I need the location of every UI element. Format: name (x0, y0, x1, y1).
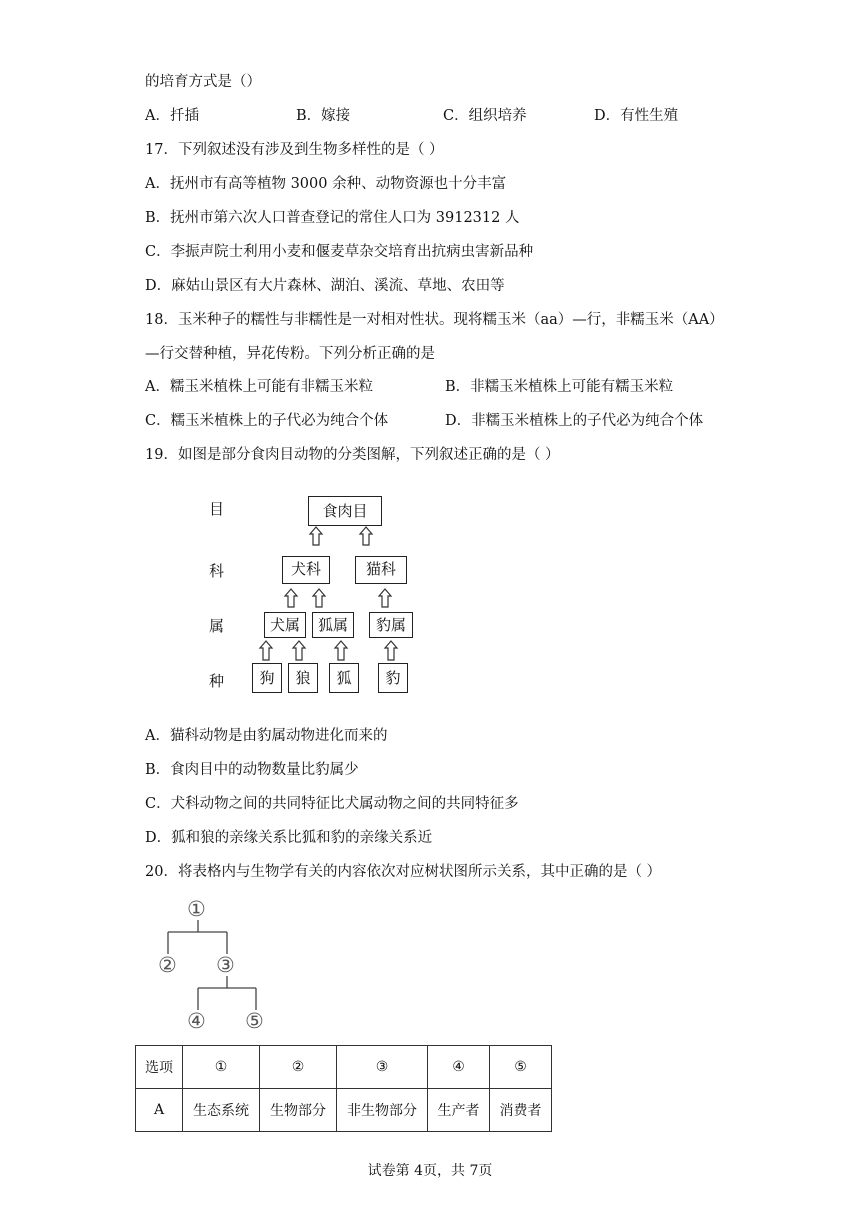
q18-option-b: B．非糯玉米植株上可能有糯玉米粒 (445, 379, 674, 395)
options-table (135, 1045, 552, 1132)
q16-option-d: D．有性生殖 (594, 108, 679, 124)
q18-option-a: A．糯玉米植株上可能有非糯玉米粒 (145, 379, 373, 395)
q19-option-a: A．猫科动物是由豹属动物进化而来的 (145, 728, 388, 744)
q18-option-c: C．糯玉米植株上的子代必为纯合个体 (145, 413, 389, 429)
q18-option-d: D．非糯玉米植株上的子代必为纯合个体 (445, 413, 704, 429)
q19-option-b: B．食肉目中的动物数量比豹属少 (145, 762, 359, 778)
table-header-cell: ④ (428, 1046, 490, 1089)
q16-stem-tail: 的培育方式是（） (145, 74, 261, 90)
q17-option-d: D．麻姑山景区有大片森林、湖泊、溪流、草地、农田等 (145, 278, 505, 294)
q16-option-b: B．嫁接 (296, 108, 351, 124)
rank-order-label: 目 (209, 500, 225, 518)
q19-stem: 19．如图是部分食肉目动物的分类图解，下列叙述正确的是（ ） (145, 447, 560, 463)
genus-box-canis: 犬属 (264, 612, 306, 638)
table-header-cell: 选项 (136, 1046, 183, 1089)
q17-option-b: B．抚州市第六次人口普查登记的常住人口为 3912312 人 (145, 210, 520, 226)
q16-option-c: C．组织培养 (443, 108, 527, 124)
q18-stem-line1: 18．玉米种子的糯性与非糯性是一对相对性状。现将糯玉米（aa）—行，非糯玉米（AA） (145, 312, 724, 328)
q17-option-a: A．抚州市有高等植物 3000 余种、动物资源也十分丰富 (145, 176, 507, 192)
table-cell: 生物部分 (260, 1089, 337, 1132)
table-row (136, 1089, 552, 1132)
species-box-wolf: 狼 (288, 663, 318, 693)
table-header-cell: ② (260, 1046, 337, 1089)
q17-stem: 17．下列叙述没有涉及到生物多样性的是（ ） (145, 142, 444, 158)
tree-node-1: ① (187, 897, 206, 921)
table-header-cell: ③ (337, 1046, 428, 1089)
genus-box-vulpes: 狐属 (312, 612, 354, 638)
family-box-felidae: 猫科 (355, 556, 407, 584)
q19-option-d: D．狐和狼的亲缘关系比狐和豹的亲缘关系近 (145, 830, 433, 846)
tree-node-5: ⑤ (245, 1009, 264, 1033)
species-box-fox: 狐 (329, 663, 359, 693)
table-header-cell: ⑤ (490, 1046, 552, 1089)
q20-stem: 20．将表格内与生物学有关的内容依次对应树状图所示关系，其中正确的是（ ） (145, 864, 662, 880)
family-box-canidae: 犬科 (282, 556, 330, 584)
page-footer: 试卷第 4页，共 7页 (367, 1163, 493, 1179)
table-cell: 生产者 (428, 1089, 490, 1132)
q18-stem-line2: —行交替种植，异花传粉。下列分析正确的是 (145, 346, 435, 362)
table-header-cell: ① (183, 1046, 260, 1089)
table-cell: 生态系统 (183, 1089, 260, 1132)
q16-option-a: A．扦插 (145, 108, 199, 124)
table-cell: A (136, 1089, 183, 1132)
tree-node-2: ② (158, 953, 177, 977)
order-box: 食肉目 (308, 496, 382, 526)
table-header-row (136, 1046, 552, 1089)
table-cell: 非生物部分 (337, 1089, 428, 1132)
species-box-leopard: 豹 (378, 663, 408, 693)
q17-option-c: C．李振声院士利用小麦和偃麦草杂交培育出抗病虫害新品种 (145, 244, 534, 260)
rank-family-label: 科 (209, 562, 225, 580)
tree-node-4: ④ (187, 1009, 206, 1033)
table-cell: 消费者 (490, 1089, 552, 1132)
species-box-dog: 狗 (252, 663, 282, 693)
q19-option-c: C．犬科动物之间的共同特征比犬属动物之间的共同特征多 (145, 796, 519, 812)
rank-species-label: 种 (209, 672, 225, 690)
tree-node-3: ③ (216, 953, 235, 977)
genus-box-panthera: 豹属 (369, 612, 413, 638)
rank-genus-label: 属 (209, 617, 225, 635)
